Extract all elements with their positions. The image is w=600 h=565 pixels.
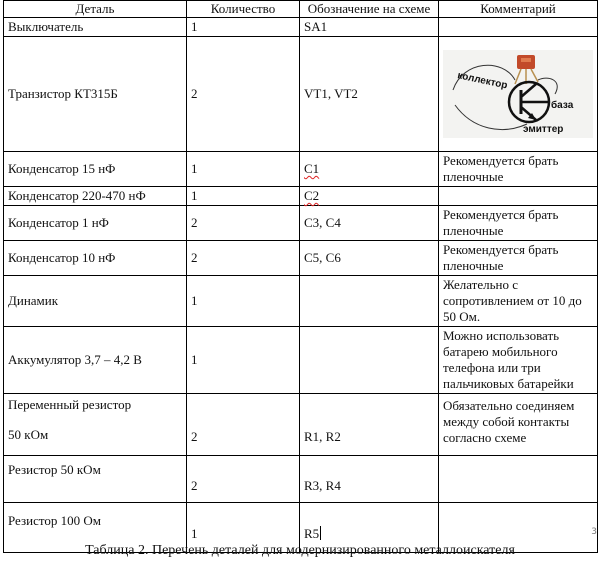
collector-label: коллектор [456, 70, 509, 92]
cell-comment [439, 456, 598, 503]
cell-comment [439, 18, 598, 37]
table-row [4, 241, 598, 276]
cell-part [4, 152, 187, 187]
cell-part: Выключатель [4, 18, 187, 37]
cell-comment [439, 187, 598, 206]
designation-text: C1 [304, 161, 320, 176]
cell-part: Конденсатор 220-470 нФ [4, 187, 187, 206]
table-row [4, 394, 598, 456]
transistor-highlight-shape [521, 58, 531, 62]
cell-qty: 2 [187, 206, 300, 241]
transistor-lead [531, 69, 538, 82]
cell-qty: 1 [187, 18, 300, 37]
transistor-photo [443, 50, 593, 138]
cell-part: Транзистор КТ315Б [4, 37, 187, 152]
collector-line [521, 84, 536, 97]
cell-designation [300, 276, 439, 327]
cell-part: Динамик [4, 276, 187, 327]
cell-part: Конденсатор 1 нФ [4, 206, 187, 241]
cell-designation: VT1, VT2 [300, 37, 439, 152]
cell-part: Резистор 100 Ом [4, 503, 187, 553]
header-designation: Обозначение на схеме [300, 1, 439, 18]
page-corner-mark: 3 [591, 527, 597, 537]
transistor-illustration [443, 50, 593, 138]
cell-part: Конденсатор 10 нФ [4, 241, 187, 276]
header-comment: Комментарий [439, 1, 598, 18]
parts-table [3, 0, 598, 553]
header-part: Деталь [4, 1, 187, 18]
part-text: Конденсатор 15 нФ [8, 161, 116, 176]
cell-qty: 2 [187, 456, 300, 503]
cell-designation [300, 187, 439, 206]
table-row [4, 206, 598, 241]
cell-comment: Рекомендуется брать пленочные [439, 241, 598, 276]
cell-comment: Рекомендуется брать пленочные [439, 206, 598, 241]
cell-designation: R1, R2 [300, 394, 439, 456]
cell-qty: 2 [187, 37, 300, 152]
table-caption: Таблица 2. Перечень деталей для модернизированного металлоискателя [85, 543, 515, 558]
table-row [4, 187, 598, 206]
cell-qty: 2 [187, 394, 300, 456]
header-quantity: Количество [187, 1, 300, 18]
cell-part: Резистор 50 кОм [4, 456, 187, 503]
table-row [4, 37, 598, 152]
cell-qty: 1 [187, 276, 300, 327]
table-row [4, 152, 598, 187]
table-row [4, 18, 598, 37]
designation-text: R5 [304, 526, 320, 541]
base-label: база [551, 100, 574, 111]
table-row [4, 276, 598, 327]
designation-text: C2 [304, 188, 320, 203]
cell-designation: R3, R4 [300, 456, 439, 503]
cell-qty: 2 [187, 241, 300, 276]
part-line-2: 50 кОм [8, 427, 49, 442]
transistor-lead [515, 69, 521, 84]
cell-part [4, 394, 187, 456]
text-cursor [320, 526, 321, 540]
table-row [4, 327, 598, 394]
cell-comment: Рекомендуется брать пленочные [439, 152, 598, 187]
cell-qty: 1 [187, 152, 300, 187]
cell-designation: SA1 [300, 18, 439, 37]
cell-comment-photo [439, 37, 598, 152]
cell-comment: Обязательно соединяем между собой контакты согласно схеме [439, 394, 598, 456]
cell-designation: C3, C4 [300, 206, 439, 241]
cell-part: Аккумулятор 3,7 – 4,2 В [4, 327, 187, 394]
emitter-label: эмиттер [523, 124, 564, 135]
cell-qty: 1 [187, 327, 300, 394]
cell-designation [300, 152, 439, 187]
table-header-row [4, 1, 598, 18]
cell-comment: Можно использовать батарею мобильного телефона или три пальчиковых батарейки [439, 327, 598, 394]
cell-designation: C5, C6 [300, 241, 439, 276]
table-row [4, 456, 598, 503]
cell-qty: 1 [187, 503, 300, 553]
part-line-1: Переменный резистор [8, 397, 132, 412]
cell-designation [300, 327, 439, 394]
cell-comment: Желательно с сопротивлением от 10 до 50 Ом. [439, 276, 598, 327]
cell-qty: 1 [187, 187, 300, 206]
